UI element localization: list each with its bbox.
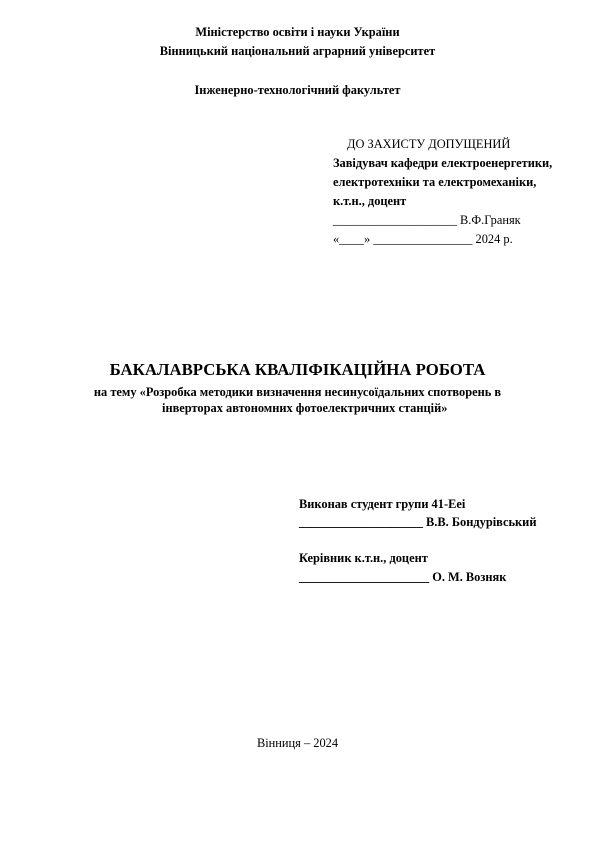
city-year: Вінниця – 2024 (256, 736, 339, 750)
student-label: Виконав студент групи 41-Ееі (299, 497, 466, 511)
approval-signature-line: ____________________ В.Ф.Граняк (333, 213, 521, 227)
supervisor-label: Керівник к.т.н., доцент (299, 551, 428, 565)
work-topic-line2: інверторах автономних фотоелектричних станцій» (162, 401, 448, 415)
faculty-name: Інженерно-технологічний факультет (194, 83, 401, 97)
work-topic-line1: на тему «Розробка методики визначення несинусоїдальних спотворень в (93, 385, 502, 399)
approval-heading: ДО ЗАХИСТУ ДОПУЩЕНИЙ (347, 137, 511, 151)
work-title: БАКАЛАВРСЬКА КВАЛІФІКАЦІЙНА РОБОТА (109, 360, 486, 379)
supervisor-signature-line: _____________________ О. М. Возняк (299, 570, 507, 584)
approval-position-line3: к.т.н., доцент (333, 194, 407, 208)
university-name: Вінницький національний аграрний університет (159, 44, 436, 58)
approval-date-line: «____» ________________ 2024 р. (333, 232, 513, 246)
ministry-name: Міністерство освіти і науки України (195, 25, 400, 39)
approval-position-line1: Завідувач кафедри електроенергетики, (333, 156, 553, 170)
approval-position-line2: електротехніки та електромеханіки, (333, 175, 537, 189)
student-signature-line: ____________________ В.В. Бондурівський (299, 515, 537, 529)
